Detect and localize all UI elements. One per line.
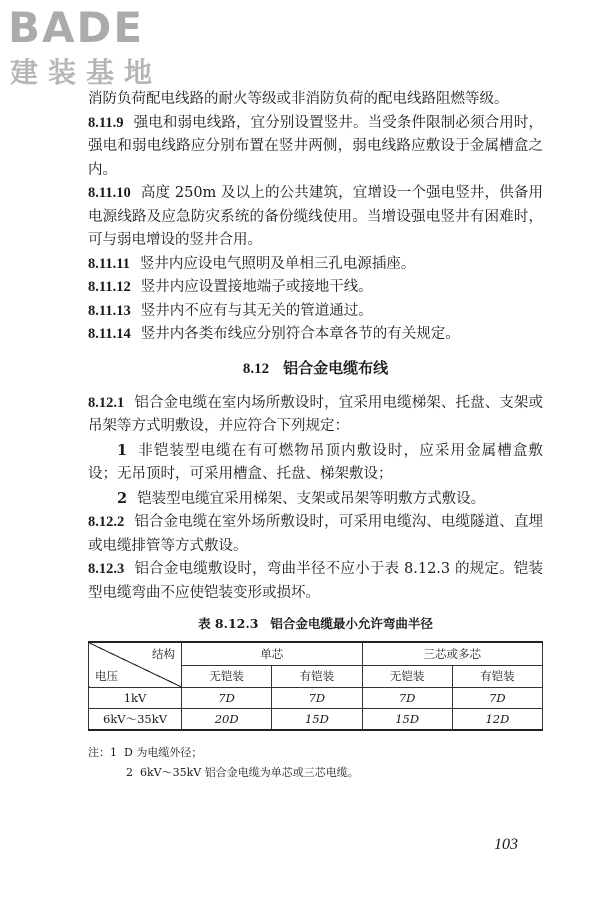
clause-text: 强电和弱电线路，宜分别设置竖井。当受条件限制必须合用时，强电和弱电线路应分别布置在竖井两侧，弱电线路应敷设于金属槽盒之内。 xyxy=(88,114,543,178)
clause-8-11-9 xyxy=(88,112,543,183)
clause-text: 高度 250m 及以上的公共建筑，宜增设一个强电竖井，供备用电源线路及应急防灾系统的备份缆线使用。当增设强电竖井有困难时，可与弱电增设的竖井合用。 xyxy=(88,185,543,248)
clause-number: 8.12.1 xyxy=(88,394,125,411)
table-row xyxy=(89,688,543,709)
clause-number: 8.11.14 xyxy=(88,326,131,342)
value-cell: 7D xyxy=(452,688,542,709)
logo-subtitle-text: 建装基地 xyxy=(10,56,163,89)
clause-8-12-2 xyxy=(88,511,543,558)
item-text: 铠装型电缆宜采用梯架、支架或吊架等明敷方式敷设。 xyxy=(137,490,486,507)
subheader-cell: 无铠装 xyxy=(362,665,452,687)
table-notes xyxy=(88,743,543,783)
table-number: 表 8.12.3 xyxy=(198,616,259,631)
clause-number: 8.11.10 xyxy=(88,185,131,201)
voltage-cell: 1kV xyxy=(89,688,182,709)
corner-top-label: 结构 xyxy=(152,647,175,661)
clause-text: 竖井内应设置接地端子或接地干线。 xyxy=(140,279,373,295)
clause-8-11-13 xyxy=(88,300,543,324)
note-number: 2 xyxy=(126,766,133,779)
diagonal-header-cell xyxy=(89,642,182,688)
page-number: 103 xyxy=(494,836,518,853)
table-row xyxy=(89,709,543,731)
note-1 xyxy=(88,743,543,763)
clause-8-12-3 xyxy=(88,558,543,605)
clause-8-11-12 xyxy=(88,276,543,300)
subheader-cell: 无铠装 xyxy=(182,665,272,687)
section-number: 8.12 xyxy=(242,360,270,377)
value-cell: 20D xyxy=(182,709,272,731)
table-title: 铝合金电缆最小允许弯曲半径 xyxy=(270,616,433,631)
clause-8-11-14 xyxy=(88,323,543,347)
section-heading xyxy=(88,357,543,380)
group-header-single-core: 单芯 xyxy=(182,642,363,665)
item-text: 非铠装型电缆在有可燃物吊顶内敷设时，应采用金属槽盒敷设；无吊顶时，可采用槽盒、托盘、梯架敷设； xyxy=(88,442,543,482)
clause-number: 8.11.9 xyxy=(88,114,124,131)
table-header-row xyxy=(89,642,543,665)
corner-bottom-label: 电压 xyxy=(95,669,118,683)
bending-radius-table xyxy=(88,641,543,731)
clause-text: 铝合金电缆在室外场所敷设时，可采用电缆沟、电缆隧道、直埋或电缆排管等方式敷设。 xyxy=(88,514,543,554)
clause-8-11-10 xyxy=(88,182,543,253)
value-cell: 12D xyxy=(452,709,542,731)
value-cell: 7D xyxy=(182,688,272,709)
value-cell: 7D xyxy=(272,688,362,709)
clause-number: 8.11.11 xyxy=(88,255,130,272)
group-header-multi-core: 三芯或多芯 xyxy=(362,642,543,665)
clause-number: 8.11.12 xyxy=(88,279,131,295)
note-number: 1 xyxy=(110,746,117,759)
table-caption xyxy=(88,615,543,633)
clause-8-12-1 xyxy=(88,392,543,439)
item-number: 2 xyxy=(117,489,128,507)
page-content xyxy=(88,88,543,783)
value-cell: 15D xyxy=(362,709,452,731)
item-number: 1 xyxy=(117,441,128,459)
clause-text: 竖井内应设电气照明及单相三孔电源插座。 xyxy=(139,255,416,272)
bade-logo xyxy=(8,4,178,94)
clause-8-11-11 xyxy=(88,253,543,277)
subheader-cell: 有铠装 xyxy=(452,665,542,687)
clause-text: 竖井内不应有与其无关的管道通过。 xyxy=(140,302,373,319)
paragraph-text: 消防负荷配电线路的耐火等级或非消防负荷的配电线路阻燃等级。 xyxy=(88,91,509,107)
notes-label: 注： xyxy=(88,746,110,759)
voltage-cell: 6kV～35kV xyxy=(89,709,182,731)
clause-number: 8.12.3 xyxy=(88,561,125,577)
logo-brand-text: BADE xyxy=(8,3,145,52)
clause-item-1 xyxy=(88,439,543,487)
note-text: D 为电缆外径； xyxy=(124,746,203,759)
note-text: 6kV～35kV 铝合金电缆为单芯或三芯电缆。 xyxy=(140,766,359,779)
value-cell: 7D xyxy=(362,688,452,709)
paragraph-continuation xyxy=(88,88,543,112)
clause-text: 竖井内各类布线应分别符合本章各节的有关规定。 xyxy=(140,326,460,342)
clause-number: 8.11.13 xyxy=(88,302,131,319)
clause-number: 8.12.2 xyxy=(88,514,125,530)
clause-text: 铝合金电缆在室内场所敷设时，宜采用电缆梯架、托盘、支架或吊架等方式明敷设，并应符合下列规定： xyxy=(88,394,543,434)
note-2 xyxy=(88,763,543,783)
value-cell: 15D xyxy=(272,709,362,731)
clause-item-2 xyxy=(88,487,543,512)
section-title: 铝合金电缆布线 xyxy=(283,358,389,377)
subheader-cell: 有铠装 xyxy=(272,665,362,687)
clause-text: 铝合金电缆敷设时，弯曲半径不应小于表 8.12.3 的规定。铠装型电缆弯曲不应使铠装变形或损坏。 xyxy=(88,561,543,601)
